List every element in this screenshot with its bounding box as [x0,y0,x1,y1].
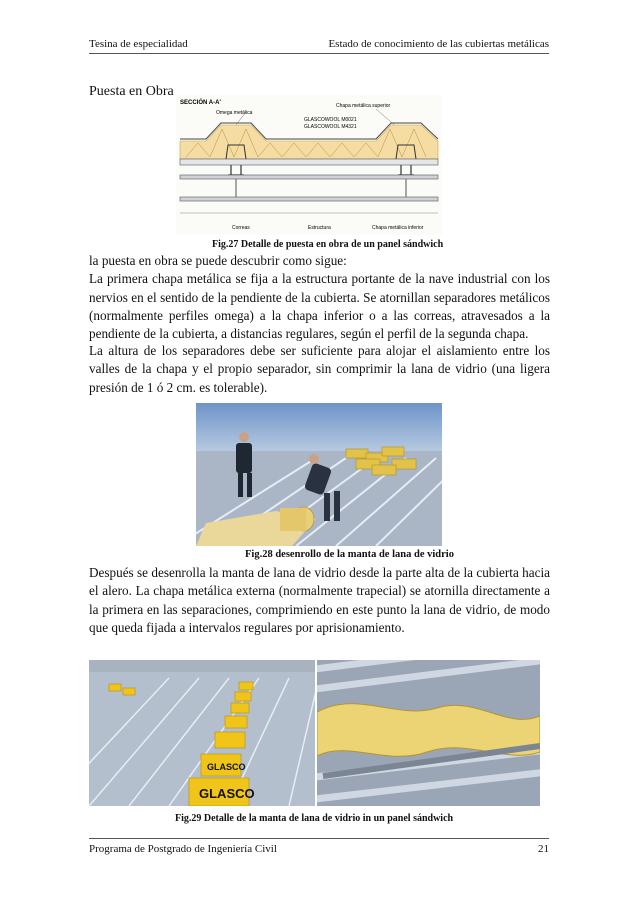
fig27-label-chapa-sup: Chapa metálica superior [336,103,391,109]
fig29-roll-brand-small: GLASCO [207,762,246,772]
fig27-label-estructura: Estructura [308,225,331,231]
fig28-photo [196,403,442,546]
fig27-label-omega: Omega metálica [216,110,253,116]
page-number: 21 [538,843,549,855]
page-footer [89,838,549,855]
fig29-photo-right [317,660,540,806]
header-left: Tesina de especialidad [89,38,188,50]
fig27-label-m4321: GLASCOWOOL M4321 [304,124,357,130]
fig27-label-chapa-inf: Chapa metálica inferior [372,225,424,231]
paragraph-2: La altura de los separadores debe ser suficiente para alojar el aislamiento entre los valles de la chapa y el propio separador, sin comprimir la lana de vidrio (una ligera presión de 1 ó 2 cm. es tolerable). [89,343,550,395]
fig29-caption: Fig.29 Detalle de la manta de lana de vidrio in un panel sándwich [175,813,454,824]
header-right: Estado de conocimiento de las cubiertas metálicas [328,38,549,50]
fig27-label-correas: Correas [232,225,250,231]
fig27-drawing [176,95,442,235]
paragraph-3: Después se desenrolla la manta de lana de vidrio desde la parte alta de la cubierta hacia el alero. La chapa metálica externa (normalmente trapecial) se atornilla directamente a la primera en las separaciones, comprimiendo en este punto la lana de vidrio, de modo que queda fijada a intervalos regulares por aprisionamiento. [89,565,550,635]
fig27-svg [176,95,442,235]
fig28-caption: Fig.28 desenrollo de la manta de lana de vidrio [245,549,454,560]
fig27-section-label: SECCIÓN A-A' [180,100,221,106]
fig27-caption: Fig.27 Detalle de puesta en obra de un panel sándwich [212,239,444,250]
paragraph-1: la puesta en obra se puede descubrir como sigue: La primera chapa metálica se fija a la estructura portante de la nave industrial con los nervios en el sentido de la pendiente de la cubierta. Se atornillan separadores metálicos (normalmente perfiles omega) a la chapa inferior o a las correas, atravesados a la pendiente de la cubierta, a distancias regulares, según el perfil de la segunda chapa. [89,253,550,342]
fig27-label-m0021: GLASCOWOOL M0021 [304,117,357,123]
footer-left: Programa de Postgrado de Ingeniería Civil [89,843,277,855]
page-header [89,38,549,54]
fig29-roll-brand-large: GLASCO [199,786,255,801]
fig29-photo-left [89,660,315,806]
section-title: Puesta en Obra [89,84,174,99]
